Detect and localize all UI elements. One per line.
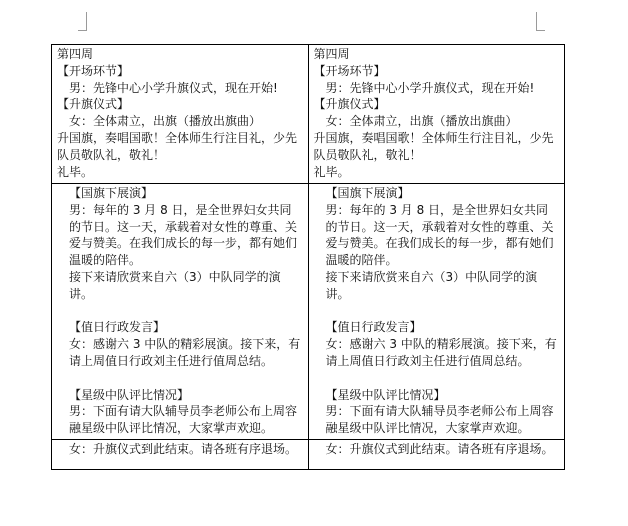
show-text-1: 男：每年的 3 月 8 日，是全世界妇女共同的节日。这一天，承载着对女性的尊重、关爱与赞美。在我们成长的每一步，都有她们温暖的陪伴。: [325, 202, 554, 268]
opening-heading: 【开场环节】: [57, 63, 130, 78]
flag-text-1: 女：全体肃立，出旗（播放出旗曲）: [325, 114, 518, 129]
table-row-closing: [52, 439, 565, 469]
flag-text-3: 礼毕。: [57, 164, 94, 179]
admin-text: 女：感谢六 3 中队的精彩展演。接下来，有请上周值日行政刘主任进行值周总结。: [325, 337, 557, 368]
admin-heading: 【值日行政发言】: [325, 320, 422, 335]
spacer: [57, 370, 304, 387]
spacer: [57, 303, 304, 320]
cell-left-main[interactable]: [52, 184, 309, 440]
flag-heading: 【升旗仪式】: [313, 97, 386, 112]
week-label: 第四周: [57, 47, 94, 61]
star-text: 男：下面有请大队辅导员李老师公布上周容融星级中队评比情况，大家掌声欢迎。: [325, 404, 554, 436]
table-row-main: [52, 184, 565, 440]
page-corner-mark-right: [536, 12, 545, 31]
table-row-opening: [52, 45, 565, 184]
page-corner-mark-left: [78, 12, 87, 31]
cell-right-closing[interactable]: [308, 439, 565, 469]
cell-left-closing[interactable]: [52, 439, 309, 469]
cell-right-main[interactable]: [308, 184, 565, 440]
flag-text-3: 礼毕。: [313, 164, 350, 179]
cell-left-opening[interactable]: [52, 45, 309, 184]
closing-text: 女：升旗仪式到此结束。请各班有序退场。: [69, 441, 298, 456]
opening-text: 男：先锋中心小学升旗仪式，现在开始!: [325, 80, 535, 95]
star-heading: 【星级中队评比情况】: [69, 387, 190, 402]
flag-text-1: 女：全体肃立，出旗（播放出旗曲）: [69, 114, 262, 129]
flag-heading: 【升旗仪式】: [57, 97, 130, 112]
show-heading: 【国旗下展演】: [69, 186, 154, 200]
admin-text: 女：感谢六 3 中队的精彩展演。接下来，有请上周值日行政刘主任进行值周总结。: [69, 337, 301, 368]
closing-text: 女：升旗仪式到此结束。请各班有序退场。: [325, 441, 554, 456]
show-heading: 【国旗下展演】: [325, 186, 410, 200]
spacer: [314, 370, 561, 387]
star-heading: 【星级中队评比情况】: [325, 387, 446, 402]
show-text-2: 接下来请欣赏来自六（3）中队同学的演讲。: [325, 269, 538, 301]
flag-text-2: 升国旗，奏唱国歌！全体师生行注目礼，少先队员敬队礼，敬礼！: [57, 130, 298, 162]
show-text-2: 接下来请欣赏来自六（3）中队同学的演讲。: [69, 269, 281, 301]
star-text: 男：下面有请大队辅导员李老师公布上周容融星级中队评比情况，大家掌声欢迎。: [69, 404, 298, 436]
admin-heading: 【值日行政发言】: [69, 320, 166, 335]
spacer: [314, 303, 561, 320]
flag-text-2: 升国旗，奏唱国歌！全体师生行注目礼，少先队员敬队礼，敬礼！: [313, 130, 554, 162]
show-text-1: 男：每年的 3 月 8 日，是全世界妇女共同的节日。这一天，承载着对女性的尊重、关爱与赞美。在我们成长的每一步，都有她们温暖的陪伴。: [69, 202, 298, 268]
opening-heading: 【开场环节】: [313, 63, 386, 78]
cell-right-opening[interactable]: [308, 45, 565, 184]
week-label: 第四周: [313, 47, 350, 61]
opening-text: 男：先锋中心小学升旗仪式，现在开始!: [69, 80, 278, 95]
script-table: [51, 44, 565, 470]
